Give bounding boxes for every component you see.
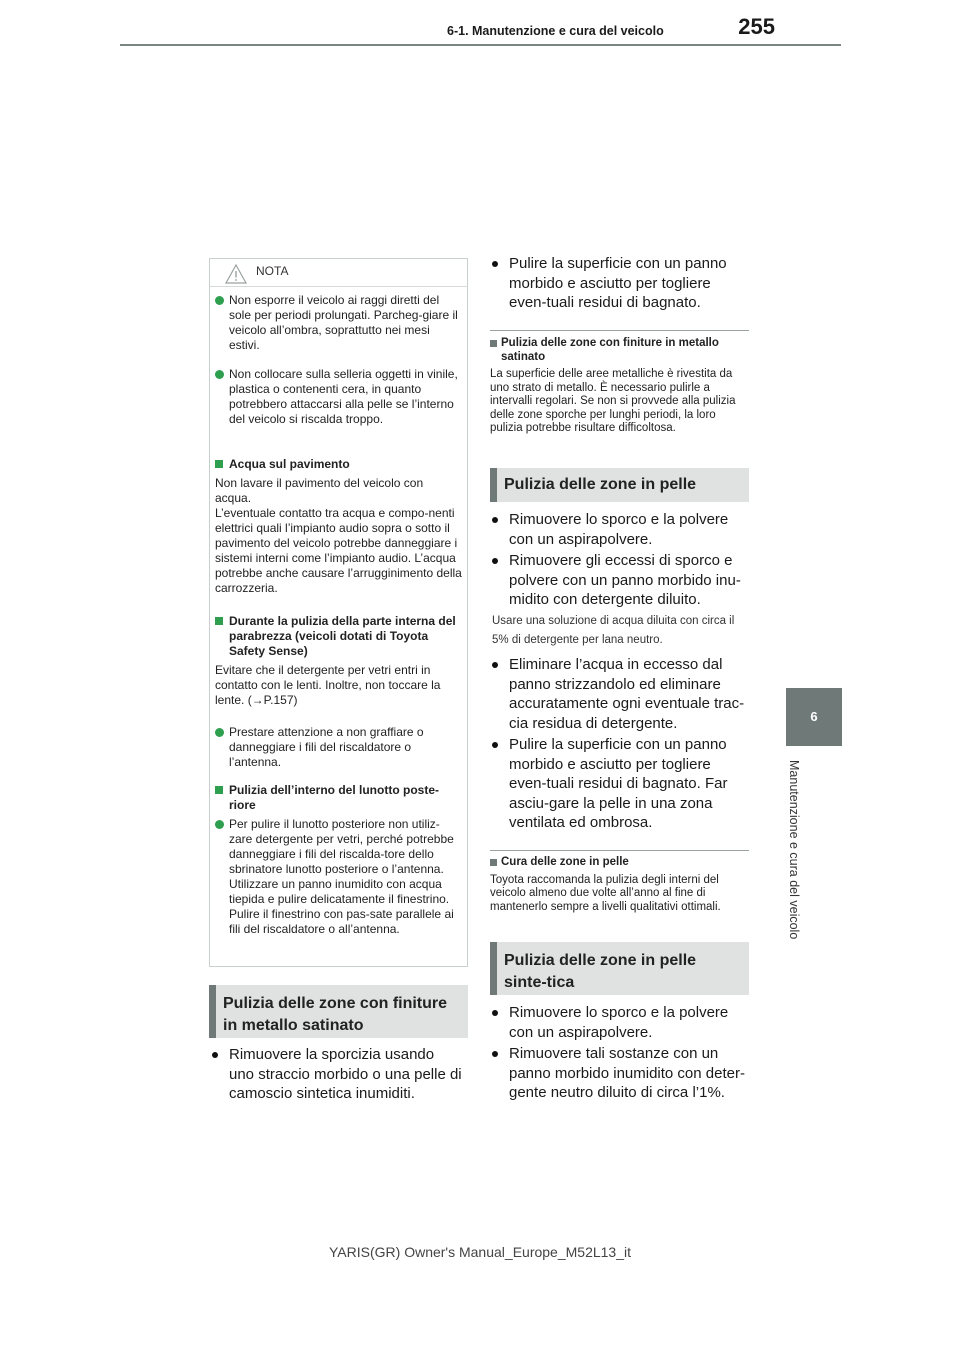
subsection-rule: [490, 850, 749, 851]
notice-title: NOTA: [256, 264, 289, 278]
bullet-item: Pulire la superficie con un panno morbido e asciutto per togliere even-tuali residui di bagnato.: [492, 254, 746, 313]
subsection-rule: [490, 330, 749, 331]
bullet-square-icon: [215, 617, 223, 625]
notice-box: [209, 258, 468, 967]
bullet-icon: [492, 517, 498, 523]
bullet-icon: [492, 1010, 498, 1016]
heading-leather: Pulizia delle zone in pelle: [490, 468, 749, 502]
notice-item: Per pulire il lunotto posteriore non utiliz-zare detergente per vetri, perché potrebbe danneggiare i fili del riscalda-tore dello sbrinatore lunotto posteriore o l’antenna. Utilizzare un panno inumidito con acqua tiepida e pulire delicatamente il finestrino. Pulire il finestrino con pas-sate parallele ai fili del riscaldatore o all’antenna.: [215, 817, 462, 937]
bullet-square-icon: [490, 340, 497, 347]
bullet-icon: [212, 1052, 218, 1058]
bullet-item: Pulire la superficie con un panno morbido e asciutto per togliere even-tuali residui di bagnato. Far asciu-gare la pelle in una zona ventilata ed ombrosa.: [492, 735, 746, 833]
footer-text: YARIS(GR) Owner's Manual_Europe_M52L13_it: [329, 1244, 631, 1260]
subsection-satin-metal: Pulizia delle zone con finiture in metallo satinato La superficie delle aree metalliche è rivestita da uno strato di metallo. È necessario pulirle a intervalli regolari. Se non si provvede alla pulizia delle zone sporche per lunghi periodi, la loro pulizia potrebbe risultare difficoltosa.: [490, 337, 736, 434]
bullet-dot-icon: [215, 296, 224, 305]
bullet-item: Rimuovere lo sporco e la polvere con un aspirapolvere.: [492, 510, 746, 549]
section-title: 6-1. Manutenzione e cura del veicolo: [447, 24, 664, 38]
notice-divider: [210, 286, 467, 287]
bullet-item: Rimuovere gli eccessi di sporco e polvere con un panno morbido inu-midito con detergente diluito.: [492, 551, 746, 610]
bullet-icon: [492, 261, 498, 267]
chapter-label: Manutenzione e cura del veicolo: [787, 760, 801, 940]
bullet-icon: [492, 1051, 498, 1057]
bullet-square-icon: [490, 859, 497, 866]
bullet-icon: [492, 558, 498, 564]
chapter-tab: 6: [786, 688, 842, 746]
notice-item: Durante la pulizia della parte interna del parabrezza (veicoli dotati di Toyota Safety Sense) Evitare che il detergente per vetri entri in contatto con le lenti. Inoltre, non toccare la lente. (→P.157): [215, 614, 456, 707]
bullet-dot-icon: [215, 370, 224, 379]
subsection-leather-care: Cura delle zone in pelle Toyota raccomanda la pulizia degli interni del veicolo almeno due volte all’anno al fine di mantenerlo sempre a livelli qualitativi ottimali.: [490, 856, 721, 913]
warning-icon: [225, 264, 247, 284]
heading-synthetic-leather: Pulizia delle zone in pelle sinte-tica: [490, 942, 749, 995]
bullet-item: Rimuovere la sporcizia usando uno straccio morbido o una pelle di camoscio sintetica inumiditi.: [212, 1045, 462, 1104]
bullet-icon: [492, 662, 498, 668]
notice-item: Prestare attenzione a non graffiare o danneggiare i fili del riscaldatore o l’antenna.: [215, 725, 462, 770]
bullet-item: Rimuovere lo sporco e la polvere con un aspirapolvere.: [492, 1003, 746, 1042]
bullet-square-icon: [215, 460, 223, 468]
dilution-note: Usare una soluzione di acqua diluita con circa il 5% di detergente per lana neutro.: [492, 615, 735, 646]
bullet-dot-icon: [215, 728, 224, 737]
notice-item: Acqua sul pavimento Non lavare il pavimento del veicolo con acqua. L’eventuale contatto tra acqua e compo-nenti elettrici quali l’impianto audio sopra o sotto il pavimento del veicolo potrebbe danneggiare i sistemi interni come l’impianto audio. L’acqua potrebbe anche causare l’arrugginimento della carrozzeria.: [215, 457, 462, 595]
notice-item: Non esporre il veicolo ai raggi diretti del sole per periodi prolungati. Parcheg-giare il veicolo all’ombra, soprattutto nei mesi estivi.: [215, 293, 462, 353]
header-rule: [120, 44, 841, 46]
bullet-icon: [492, 742, 498, 748]
bullet-dot-icon: [215, 820, 224, 829]
bullet-item: Eliminare l’acqua in eccesso dal panno strizzandolo ed eliminare accuratamente ogni eventuale trac-cia residua di detergente.: [492, 655, 746, 733]
bullet-square-icon: [215, 786, 223, 794]
page-number: 255: [738, 14, 775, 39]
notice-item: Non collocare sulla selleria oggetti in vinile, plastica o contenenti cera, in quanto potrebbero attaccarsi alla pelle se l’interno del veicolo si riscalda troppo.: [215, 367, 462, 427]
notice-item: Pulizia dell’interno del lunotto poste-riore: [215, 783, 462, 813]
bullet-item: Rimuovere tali sostanze con un panno morbido inumidito con deter-gente neutro diluito di circa l’1%.: [492, 1044, 746, 1103]
heading-satin-metal: Pulizia delle zone con finiture in metallo satinato: [209, 985, 468, 1038]
